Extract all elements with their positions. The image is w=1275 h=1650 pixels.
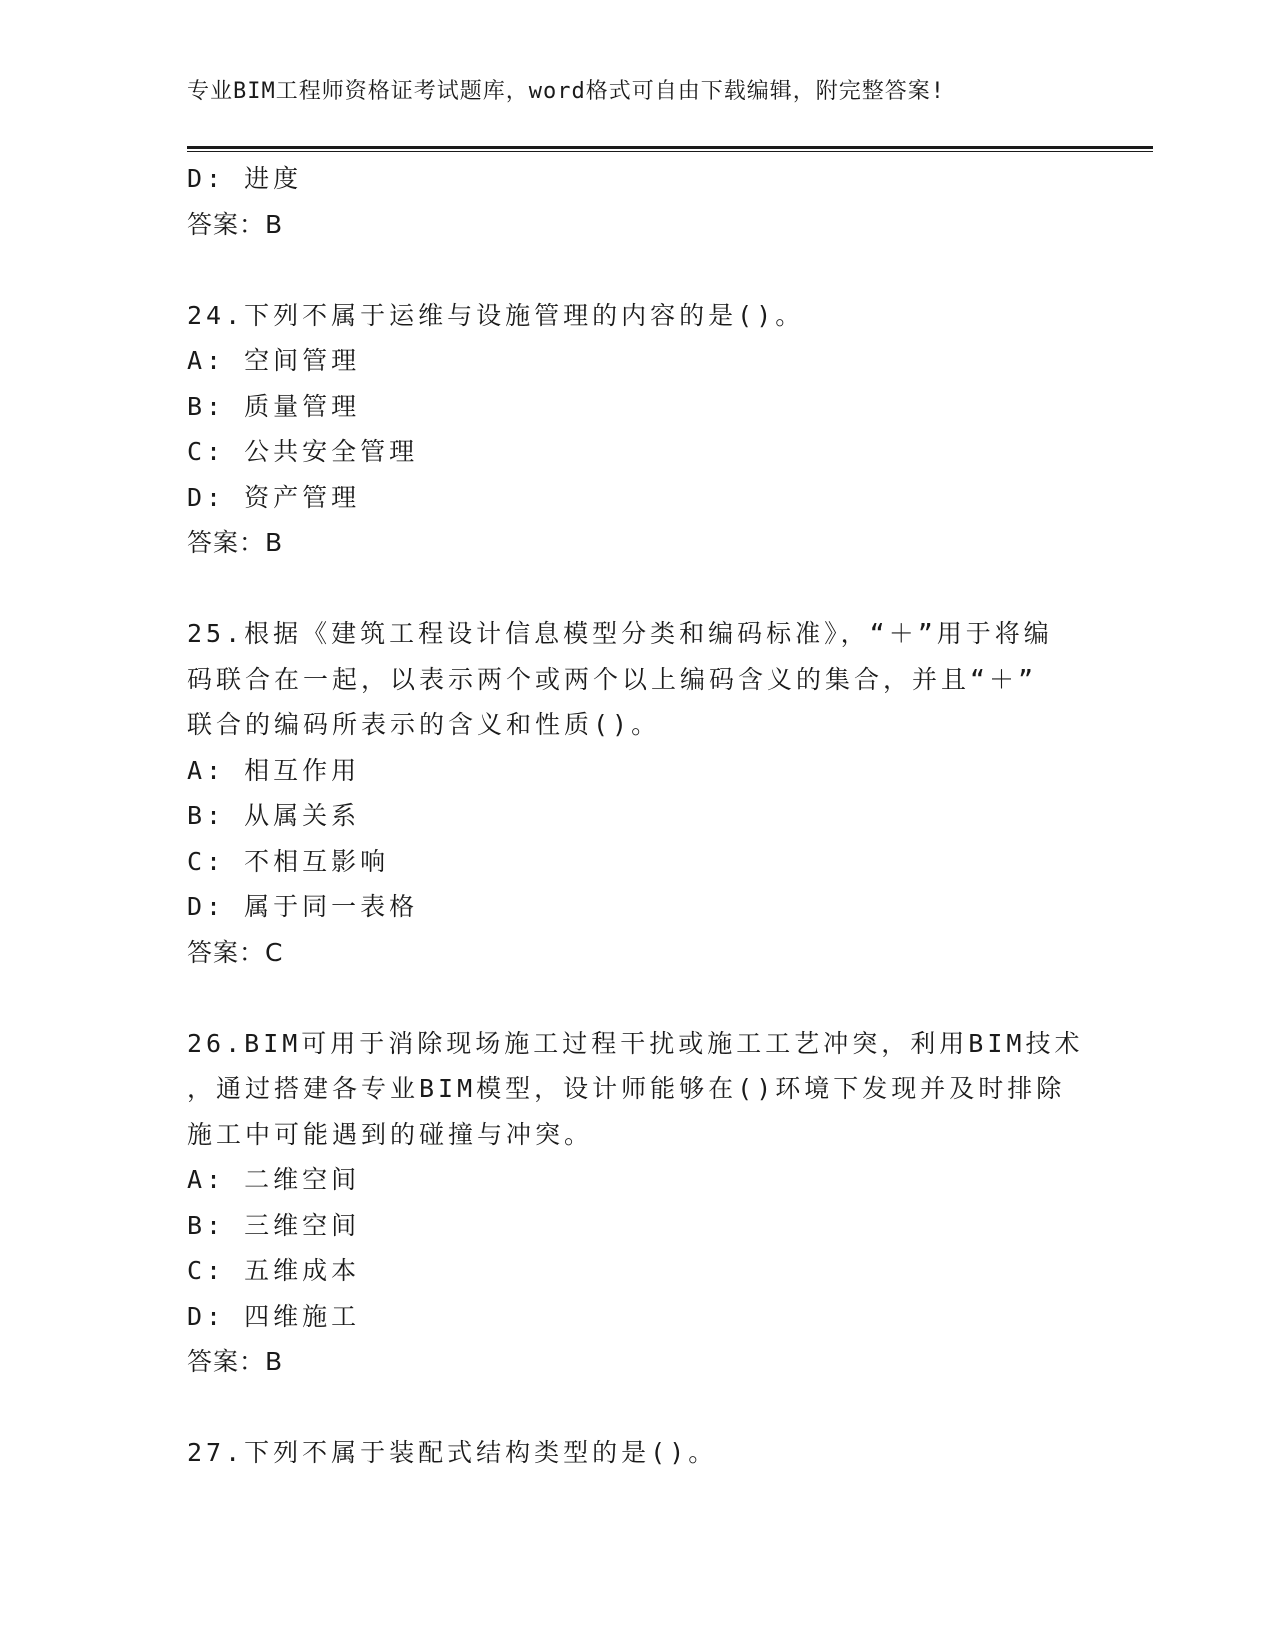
option-d: D: 资产管理 [187,482,361,512]
question-stem: 码联合在一起，以表示两个或两个以上编码含义的集合，并且“＋” [187,664,1038,694]
question-stem: 联合的编码所表示的含义和性质()。 [187,710,661,739]
answer-line: 答案：B [187,1347,284,1376]
option-c: C: 公共安全管理 [187,437,419,466]
question-26 [187,1021,1087,1385]
answer-line: 答案：B [187,528,284,557]
question-stem: 24.下列不属于运维与设施管理的内容的是()。 [187,300,805,330]
question-24 [187,293,1087,566]
question-stem: 26.BIM可用于消除现场施工过程干扰或施工工艺冲突，利用BIM技术 [187,1028,1084,1058]
spacer [187,1385,1087,1431]
option-a: A: 空间管理 [187,346,361,375]
spacer [187,247,1087,293]
option-c: C: 五维成本 [187,1256,361,1285]
option-b: B: 质量管理 [187,391,361,421]
answer-line: 答案：B [187,209,284,239]
page-header: 专业BIM工程师资格证考试题库，word格式可自由下载编辑，附完整答案! [187,79,945,104]
option-a: A: 二维空间 [187,1165,361,1194]
question-stem: 25.根据《建筑工程设计信息模型分类和编码标准》，“＋”用于将编 [187,619,1053,648]
option-d: D: 四维施工 [187,1301,361,1331]
spacer [187,975,1087,1021]
header-divider-thick [187,146,1153,149]
question-27 [187,1430,1087,1476]
question-stem: ，通过搭建各专业BIM模型，设计师能够在()环境下发现并及时排除 [187,1074,1066,1103]
question-stem: 施工中可能遇到的碰撞与冲突。 [187,1119,594,1149]
option-b: B: 从属关系 [187,801,361,830]
option-c: C: 不相互影响 [187,846,390,876]
header-divider-thin [187,151,1153,152]
answer-line: 答案：C [187,937,284,967]
spacer [187,566,1087,612]
question-content [187,156,1087,1476]
question-25 [187,611,1087,975]
option-d: D: 进度 [187,164,303,193]
option-b: B: 三维空间 [187,1210,361,1240]
option-d: D: 属于同一表格 [187,892,419,921]
option-a: A: 相互作用 [187,755,361,785]
question-stem: 27.下列不属于装配式结构类型的是()。 [187,1438,718,1467]
